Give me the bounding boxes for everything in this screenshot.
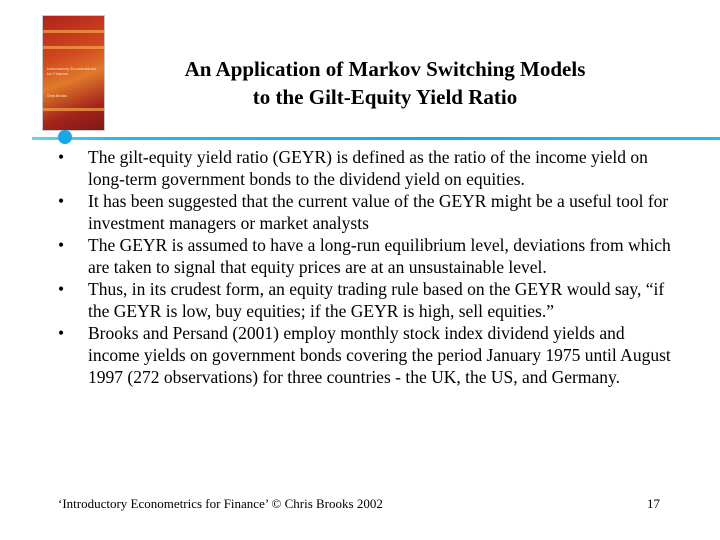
footer-copyright: ‘Introductory Econometrics for Finance’ © Chris Brooks 2002: [58, 496, 383, 511]
cover-band: [43, 46, 104, 49]
cover-band: [43, 30, 104, 33]
bullet-text: The GEYR is assumed to have a long-run equilibrium level, deviations from which are taken to signal that equity prices are at an unsustainable level.: [88, 235, 671, 277]
title-divider-dot: [58, 130, 72, 144]
book-cover-image: [43, 16, 104, 130]
bullet-item: [58, 322, 678, 388]
bullet-item: [58, 278, 678, 322]
cover-band: [43, 108, 104, 111]
bullet-icon: •: [58, 191, 65, 211]
bullet-text: The gilt-equity yield ratio (GEYR) is defined as the ratio of the income yield on long-term government bonds to the dividend yield on equities.: [88, 147, 648, 189]
slide-title: [110, 55, 660, 111]
bullet-text: Brooks and Persand (2001) employ monthly stock index dividend yields and income yields on government bonds covering the period January 1975 until August 1997 (272 observations) for three countries - the UK, the US, and Germany.: [88, 323, 671, 387]
bullet-icon: •: [58, 323, 65, 343]
bullet-icon: •: [58, 147, 65, 167]
bullet-item: [58, 234, 678, 278]
bullet-text: It has been suggested that the current value of the GEYR might be a useful tool for investment managers or market analysts: [88, 191, 669, 233]
bullet-item: [58, 146, 678, 190]
bullet-icon: •: [58, 279, 65, 299]
bullet-list: [58, 146, 678, 388]
bullet-icon: •: [58, 235, 65, 255]
slide-title-line-1: An Application of Markov Switching Models: [184, 57, 586, 81]
page-number: 17: [647, 496, 660, 511]
book-cover-title: Introductory Econometrics for Finance: [47, 66, 96, 76]
bullet-text: Thus, in its crudest form, an equity trading rule based on the GEYR would say, “if the GEYR is low, buy equities; if the GEYR is high, sell equities.”: [88, 279, 665, 321]
bullet-item: [58, 190, 678, 234]
slide-title-line-2: to the Gilt-Equity Yield Ratio: [252, 85, 518, 109]
book-cover-author: Chris Brooks: [47, 94, 68, 98]
title-divider-rule: [32, 137, 720, 140]
